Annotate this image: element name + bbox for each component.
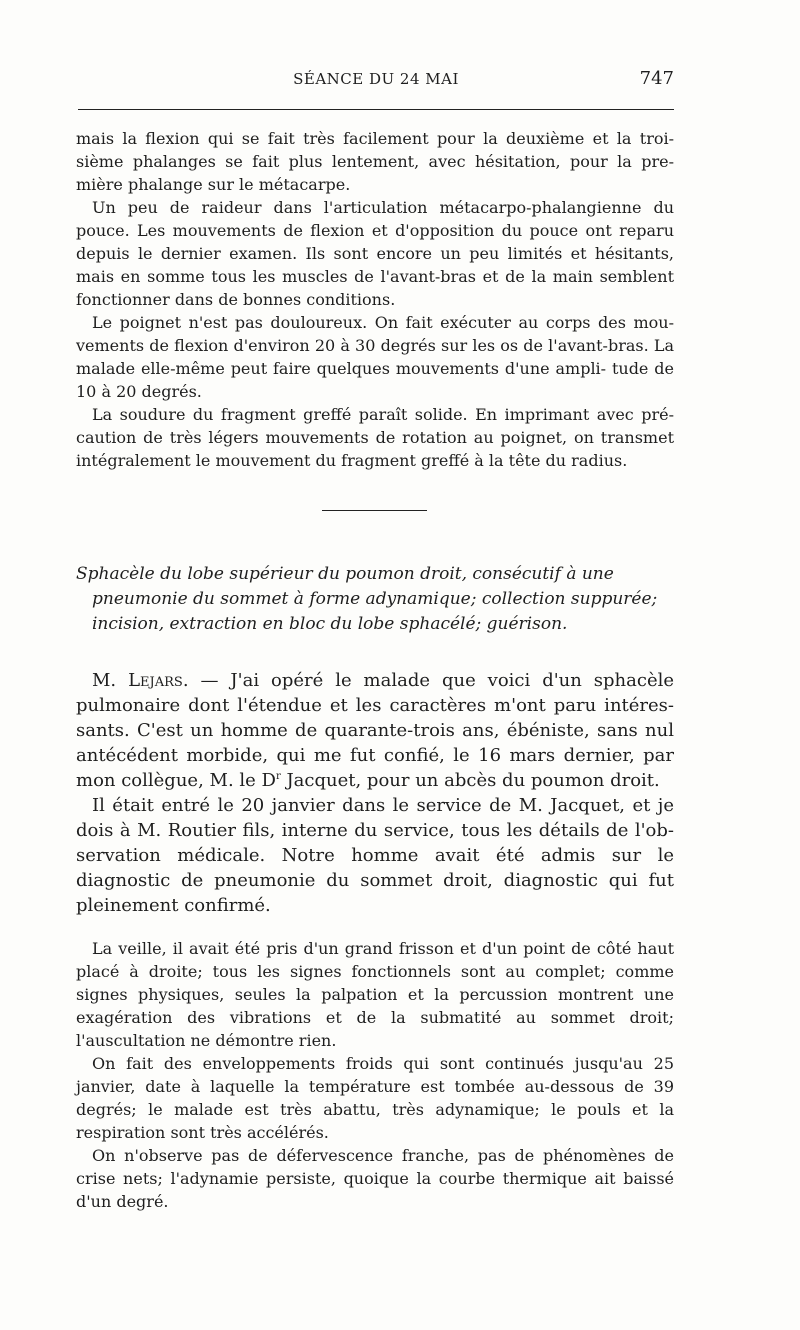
article-body [76,668,674,918]
article-title-line: pneumonie du sommet à forme adynamique; collection suppurée; [92,589,658,609]
article-title-line: incision, extraction en bloc du lobe sphacélé; guérison. [92,614,568,634]
paragraph: Un peu de raideur dans l'articulation métacarpo-phalangienne du pouce. Les mouvements de flexion et d'opposition du pouce ont reparu depuis le dernier examen. Ils sont encore un peu limités et hésitants, mais en somme tous les muscles de l'avant-bras et de la main semblent fonctionner dans de bonnes conditions. [76,198,674,309]
paragraph-text: Jacquet, pour un abcès du poumon droit. [280,770,660,791]
paragraph: mais la flexion qui se fait très facilement pour la deuxième et la troi- sième phalanges se fait plus lentement, avec hésitation, pour la pre- mière phalange sur le métacarpe. [76,129,674,194]
paragraph: La veille, il avait été pris d'un grand frisson et d'un point de côté haut placé à droite; tous les signes fonctionnels sont au complet; comme signes physiques, seules la palpation et la percussion montrent une exagération des vibrations et de la submatité au sommet droit; l'auscultation ne démontre rien. [76,939,674,1050]
paragraph: La soudure du fragment greffé paraît solide. En imprimant avec pré- caution de très légers mouvements de rotation au poignet, on transmet intégralement le mouvement du fragment greffé à la tête du radius. [76,405,674,470]
paragraph [76,668,674,793]
page-number: 747 [639,68,674,89]
article-title-line: Sphacèle du lobe supérieur du poumon droit, consécutif à une [76,564,614,584]
page-header [78,64,674,94]
superscript: r [275,771,281,782]
paragraph: Il était entré le 20 janvier dans le service de M. Jacquet, et je dois à M. Routier fils, interne du service, tous les détails de l'ob- servation médicale. Notre homme avait été admis sur le diagnostic de pneumonie du sommet droit, diagnostic qui fut pleinement confirmé. [76,795,674,916]
paragraph: On n'observe pas de défervescence franche, pas de phénomènes de crise nets; l'adynamie persiste, quoique la courbe thermique ait baissé d'un degré. [76,1146,674,1211]
running-title: SÉANCE DU 24 MAI [293,70,459,88]
observation-text [76,937,674,1213]
section-separator [322,510,427,511]
section-continued-text [76,127,674,472]
paragraph-text: . — J'ai opéré le malade que voici d'un sphacèle pulmonaire dont l'étendue et les caractères m'ont paru intéres- sants. C'est un homme de quarante-trois ans, ébéniste, sans nul antécédent morbide, qui me fut confié, le 16 mars dernier, par mon collègue, M. le D [76,670,675,791]
header-rule [78,109,674,110]
paragraph: On fait des enveloppements froids qui sont continués jusqu'au 25 janvier, date à laquelle la température est tombée au-dessous de 39 degrés; le malade est très abattu, très adynamique; le pouls et la respiration sont très accélérés. [76,1054,674,1142]
article-title [76,562,676,637]
speaker-name: Lejars [128,670,183,691]
paragraph: Le poignet n'est pas douloureux. On fait exécuter au corps des mou- vements de flexion d'environ 20 à 30 degrés sur les os de l'avant-bras. La malade elle-même peut faire quelques mouvements d'une ampli- tude de 10 à 20 degrés. [76,313,674,401]
speaker-prefix: M. [92,670,129,691]
